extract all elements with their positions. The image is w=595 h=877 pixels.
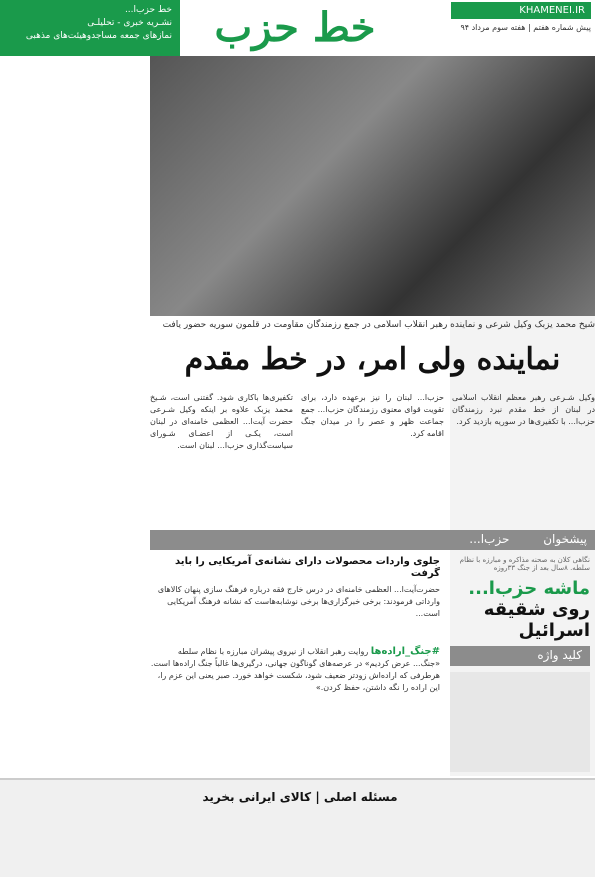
- main-headline: نماینده ولی امر، در خط مقدم: [184, 342, 561, 377]
- site-name[interactable]: KHAMENEI.IR: [451, 2, 591, 19]
- pishkhan-heading: پیشخوان: [543, 532, 587, 546]
- tagline-line2: نشـریه خبری - تحلیلـی: [87, 18, 172, 28]
- header-tagline-box: [0, 0, 180, 56]
- pishkhan-left-title: جلوی واردات محصولات دارای نشانه‌ی آمریکایی را باید گرفت: [175, 556, 440, 579]
- header-site-box: [451, 2, 591, 54]
- pishkhan-left-text: حضرت‌آیت‌ا... العظمی خامنه‌ای در درس خارج فقه درباره فرهنگ سازی پنهان کالاهای وارداتی فرمودند: برخی خبرگزاری‌ها برخی نوشابه‌هاست که نشانه فرهنگ آمریکایی است...: [157, 585, 440, 618]
- keyword-image: [450, 672, 590, 772]
- jang-tag[interactable]: #جنگ_اراده‌ها: [370, 646, 440, 657]
- tagline-line1: خط حزب‌ا...: [124, 5, 172, 15]
- header: [0, 0, 595, 56]
- pishkhan-small: نگاهی کلان به صحنه مذاکره و مبارزه با نظام سلطه. ۸سال بعد از جنگ ۳۳روزه: [459, 556, 590, 572]
- column-1: وکیل شـرعی رهبر معظم انقلاب اسلامی در لبنان از خط مقدم نبرد رزمندگان حزب‌ا... با تکفیری‌ها در سوریه بازدید کرد.: [452, 393, 595, 426]
- photo-caption: شیخ محمد یزبک وکیل شرعی و نماینده رهبر انقلاب اسلامی در جمع رزمندگان مقاومت در قلمون سوریه حضور یافت: [162, 320, 595, 330]
- bottom-banner: [0, 778, 595, 877]
- jang-text: «جنگ... عرض کردیم» در عرصه‌های گوناگون جهانی، درگیری‌ها غالباً جنگ اراده‌ها است. هرطرفی که اراده‌اش زودتر ضعیف شود، شکست خواهد خورد. صبر یعنی این عزم را، این اراده را نگه داشتن، حفظ کردن.»: [150, 659, 440, 692]
- pishkhan-left: [150, 556, 440, 620]
- keyword-bar: کلید واژه: [450, 646, 590, 666]
- jang-box: [150, 646, 440, 694]
- pishkhan-title2: روی شقیقه اسرائیل: [483, 599, 590, 641]
- main-columns: [150, 392, 595, 532]
- column-2: حزب‌ا... لبنان را نیز برعهده دارد، برای تقویت قوای معنوی رزمندگان حزب‌ا... جمع جماعت ظهر و عصر را در میدان جنگ اقامه کرد.: [301, 393, 444, 438]
- pishkhan-bar: [150, 530, 595, 550]
- brand-logo: خط حزب: [214, 4, 376, 51]
- jang-sub: روایت رهبر انقلاب از نیروی پیشران مبارزه با نظام سلطه: [177, 647, 369, 656]
- pishkhan-title1: ماشه حزب‌ا...: [468, 578, 590, 599]
- issue-line: پیش شماره هفتم | هفته سوم مرداد ۹۴: [460, 23, 591, 32]
- pishkhan-right: [450, 556, 590, 641]
- column-3: تکفیری‌ها باکاری شود. گفتنی است، شـیخ محمد یزبک علاوه بر اینکه وکیل شـرعی حضرت آیت‌ا... العظمی خامنه‌ای در لبنان است، یکـی از اعضـای شـورای سیاست‌گذاری حزب‌ا... لبنان است.: [150, 393, 293, 450]
- pishkhan-sub: حزب‌ا...: [469, 532, 510, 546]
- hero-photo: [150, 56, 595, 316]
- tagline-line3: نمازهای جمعه مساجدوهیئت‌های مذهبی: [25, 31, 172, 41]
- bottom-caption: مسئله اصلی | کالای ایرانی بخرید: [202, 790, 398, 804]
